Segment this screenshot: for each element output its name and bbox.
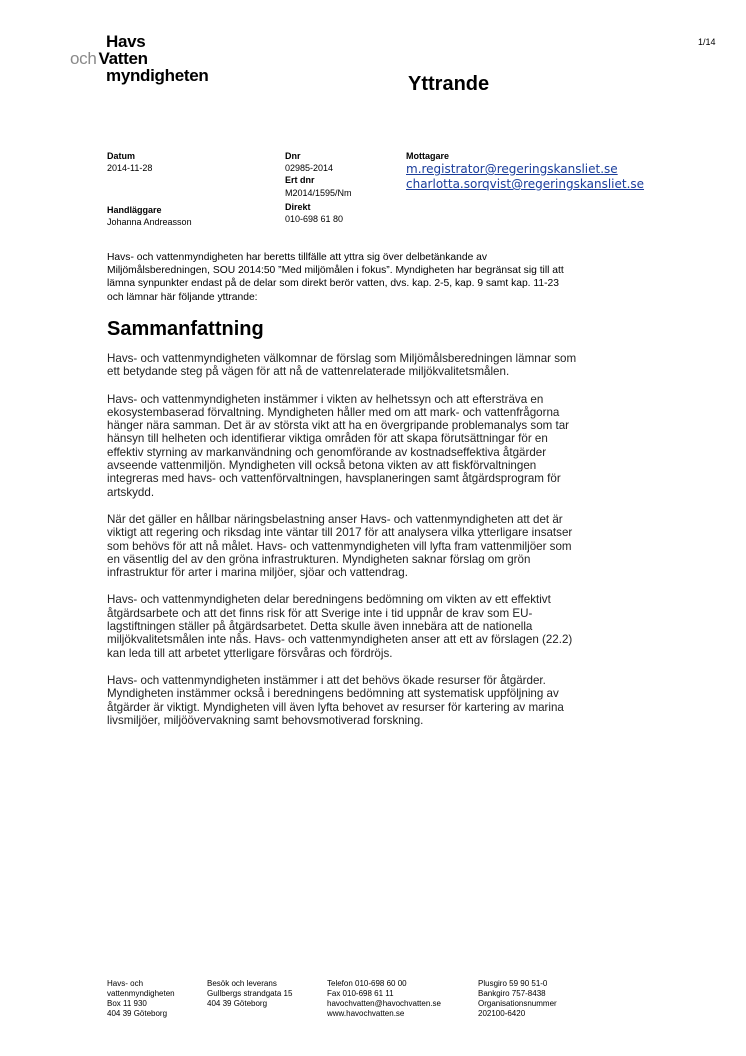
summary-paragraph-5: Havs- och vattenmyndigheten instämmer i att det behövs ökade resurser för åtgärder. Myndigheten instämmer också i beredningens bedömning att systematisk uppföljning av åtgärder är viktigt. Myndigheten vill även lyfta behovet av resurser för kartering av marina livsmiljöer, miljöövervakning samt behovsmotiverad forskning. bbox=[107, 673, 564, 727]
logo-line-havs: Havs bbox=[106, 32, 146, 51]
meta-dnr bbox=[285, 150, 352, 225]
ert-dnr-value: M2014/1595/Nm bbox=[285, 188, 352, 198]
mottagare-email-2[interactable]: charlotta.sorqvist@regeringskansliet.se bbox=[406, 177, 645, 191]
footer-address bbox=[107, 979, 175, 1019]
footer-text: Fax 010-698 61 11 bbox=[327, 989, 394, 998]
dnr-value: 02985-2014 bbox=[285, 163, 334, 173]
summary-body bbox=[107, 352, 577, 741]
meta-mottagare bbox=[406, 150, 644, 192]
summary-paragraph-3: När det gäller en hållbar näringsbelastning anser Havs- och vattenmyndigheten att det är viktigt att regering och riksdag inte väntar till 2017 för att analysera vilka ytterligare insatser som behövs för att nå målet. Havs- och vattenmyndigheten vill lyfta fram vattenmiljöer som en väsentlig del av den gröna infrastrukturen. Myndigheten saknar förslag om grön infrastruktur för arter i marina miljöer, sjöar och vattendrag. bbox=[107, 512, 573, 580]
handlaggare-value: Johanna Andreasson bbox=[107, 217, 192, 227]
summary-paragraph-4: Havs- och vattenmyndigheten delar beredningens bedömning om vikten av ett effektivt åtgärdsarbete och att det finns risk för att Sverige inte i tid uppnår de krav som EU-lagstiftningen ställer på åtgärdsarbetet. Detta skulle även innebära att de nationella miljökvalitetsmålen inte nås. Havs- och vattenmyndigheten anser att ett av förslagen (22.2) kan leda till att arbetet ytterligare försvåras och fördröjs. bbox=[107, 593, 573, 660]
footer-text: Box 11 930 bbox=[107, 999, 147, 1008]
intro-paragraph: Havs- och vattenmyndigheten har beretts tillfälle att yttra sig över delbetänkande av Miljömålsberedningen, SOU 2014:50 ”Med miljömålen i fokus”. Myndigheten har begränsat sig till att lämna synpunkter endast på de delar som direkt berör vatten, dvs. kap. 2-5, kap. 9 samt kap. 11-23 och lämnar här följande yttrande: bbox=[107, 252, 564, 303]
footer-text: Besök och leverans bbox=[207, 979, 277, 988]
meta-datum bbox=[107, 150, 152, 174]
mottagare-email-1[interactable]: m.registrator@regeringskansliet.se bbox=[406, 162, 618, 176]
footer-contact bbox=[327, 979, 441, 1019]
page-number: 1/14 bbox=[698, 37, 716, 47]
footer-text: vattenmyndigheten bbox=[107, 989, 175, 998]
ert-dnr-label: Ert dnr bbox=[285, 175, 315, 185]
logo-line-myndigheten: myndigheten bbox=[106, 66, 209, 85]
direkt-value: 010-698 61 80 bbox=[285, 214, 344, 224]
document-title: Yttrande bbox=[408, 73, 490, 95]
footer-visit bbox=[207, 979, 292, 1009]
direkt-label: Direkt bbox=[285, 202, 311, 212]
footer-text: Telefon 010-698 60 00 bbox=[327, 979, 407, 988]
logo-och: och bbox=[70, 49, 97, 68]
datum-label: Datum bbox=[107, 151, 136, 161]
section-heading: Sammanfattning bbox=[107, 318, 264, 340]
logo-vatten: Vatten bbox=[98, 49, 148, 68]
datum-value: 2014-11-28 bbox=[107, 163, 153, 173]
mottagare-label: Mottagare bbox=[406, 151, 450, 161]
agency-logo bbox=[70, 33, 209, 84]
footer-website[interactable]: www.havochvatten.se bbox=[327, 1009, 405, 1018]
footer-text: Organisationsnummer bbox=[478, 999, 557, 1008]
footer-text: 202100-6420 bbox=[478, 1009, 526, 1018]
footer-text: Bankgiro 757-8438 bbox=[478, 989, 546, 998]
handlaggare-label: Handläggare bbox=[107, 205, 162, 215]
footer-text: Plusgiro 59 90 51-0 bbox=[478, 979, 548, 988]
summary-paragraph-2: Havs- och vattenmyndigheten instämmer i vikten av helhetssyn och att eftersträva en ekosystembaserad förvaltning. Myndigheten håller med om att mark- och vattenfrågorna hänger nära samman. Det är av största vikt att ha en övergripande problemanalys som tar hänsyn till helheten och identifierar viktiga områden för att skapa förutsättningar för en effektiv styrning av markanvändning och genomförande av kostnadseffektiva åtgärder avseende vattenmiljön. Myndigheten vill också betona vikten av att fiskförvaltningen integreras med havs- och vattenförvaltningen, havsplaneringen samt åtgärdsprogram för artskydd. bbox=[107, 392, 570, 499]
footer-text: 404 39 Göteborg bbox=[207, 999, 268, 1008]
footer-text: Gullbergs strandgata 15 bbox=[207, 989, 293, 998]
footer-email[interactable]: havochvatten@havochvatten.se bbox=[327, 999, 441, 1008]
logo-line-vatten bbox=[70, 50, 209, 67]
footer-text: 404 39 Göteborg bbox=[107, 1009, 168, 1018]
summary-paragraph-1: Havs- och vattenmyndigheten välkomnar de förslag som Miljömålsberedningen lämnar som ett betydande steg på vägen för att nå de vattenrelaterade miljökvalitetsmålen. bbox=[107, 352, 577, 379]
meta-handlaggare bbox=[107, 204, 192, 228]
footer-text: Havs- och bbox=[107, 979, 144, 988]
footer-payment bbox=[478, 979, 557, 1019]
dnr-label: Dnr bbox=[285, 151, 301, 161]
